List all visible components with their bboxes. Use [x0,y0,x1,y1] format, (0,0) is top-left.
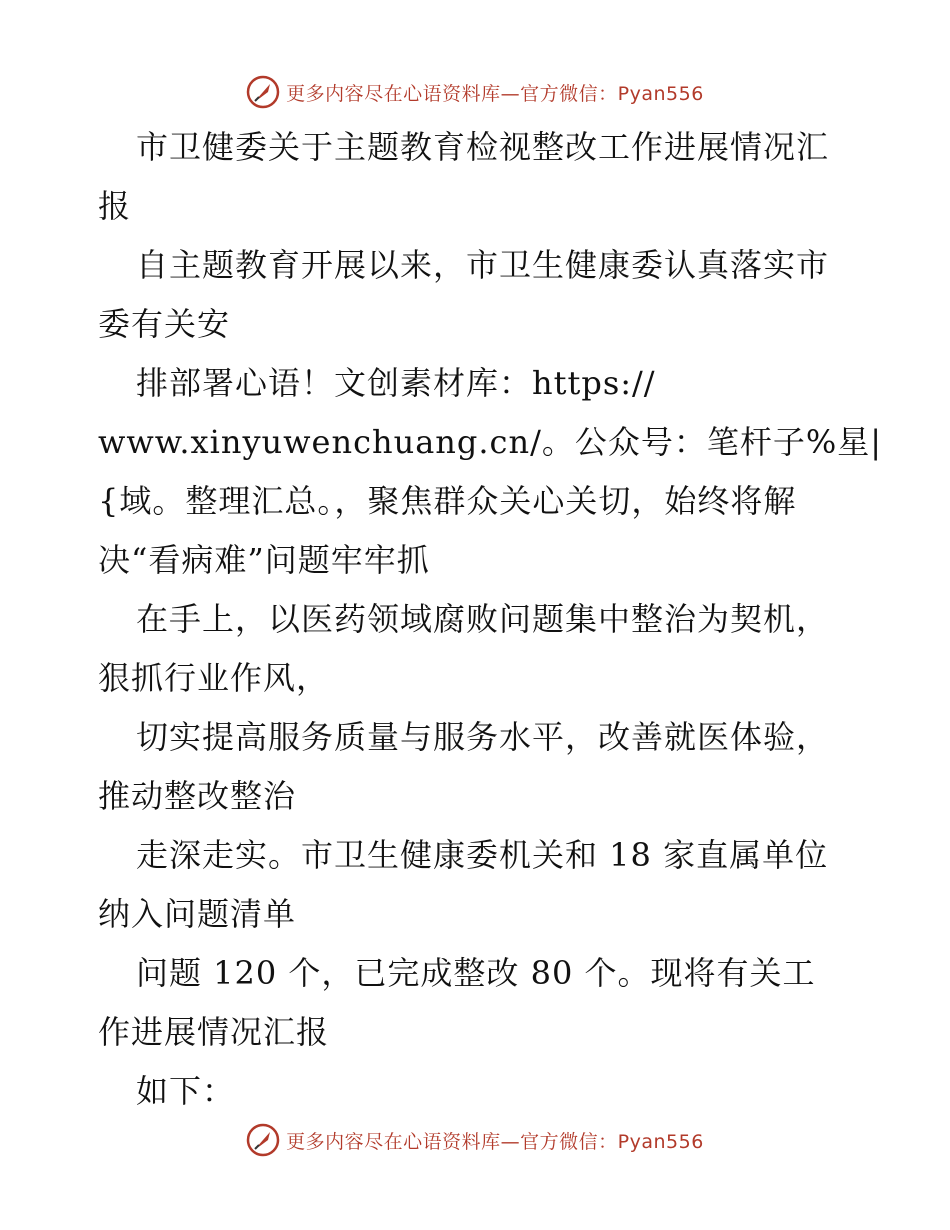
document-body [98,118,883,1121]
text-line: 推动整改整治 [98,777,297,815]
text-line: 作进展情况汇报 [98,1013,330,1051]
text-line: 狠抓行业作风， [98,659,330,697]
text-line: 委有关安 [98,305,231,343]
header-watermark [0,72,950,112]
text-line: 排部署心语！文创素材库：https:// [136,364,656,402]
watermark-text: 更多内容尽在心语资料库—官方微信：Pyan556 [286,82,704,105]
text-line: 切实提高服务质量与服务水平，改善就医体验， [136,718,830,756]
text-line: 报 [98,187,132,225]
text-line: 市卫健委关于主题教育检视整改工作进展情况汇 [136,128,830,166]
text-line: 决“看病难”问题牢牢抓 [98,541,430,579]
text-line: 如下： [136,1072,236,1110]
text-line: www.xinyuwenchuang.cn/。公众号：笔杆子%星| [98,423,883,461]
text-line: 在手上，以医药领域腐败问题集中整治为契机， [136,600,830,638]
watermark-text: 更多内容尽在心语资料库—官方微信：Pyan556 [286,1130,704,1153]
footer-watermark [0,1120,950,1160]
text-line: 自主题教育开展以来，市卫生健康委认真落实市 [136,246,830,284]
text-line: {域。整理汇总。，聚焦群众关心关切，始终将解 [98,482,797,520]
text-line: 问题 120 个，已完成整改 80 个。现将有关工 [136,954,816,992]
quill-logo-icon [246,1123,280,1157]
text-line: 走深走实。市卫生健康委机关和 18 家直属单位 [136,836,829,874]
quill-logo-icon [246,75,280,109]
text-line: 纳入问题清单 [98,895,297,933]
